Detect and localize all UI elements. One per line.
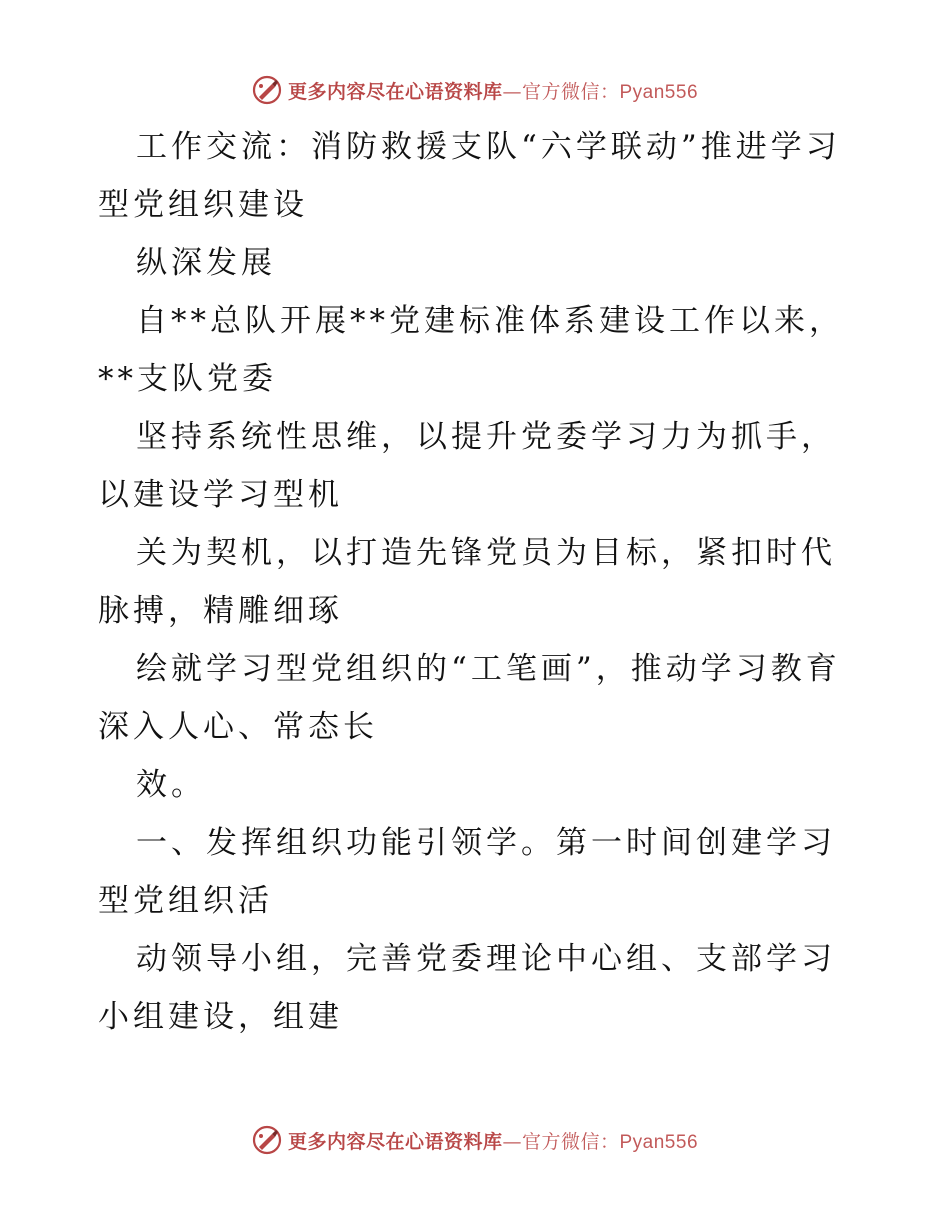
watermark-text: 更多内容尽在心语资料库—官方微信：Pyan556 bbox=[287, 1130, 699, 1153]
paragraph: 绘就学习型党组织的“工笔画”，推动学习教育深入人心、常态长 bbox=[98, 651, 841, 745]
paragraph: 效。 bbox=[136, 767, 206, 803]
paragraph: 一、发挥组织功能引领学。第一时间创建学习型党组织活 bbox=[98, 825, 836, 919]
paragraph: 自**总队开展**党建标准体系建设工作以来，**支队党委 bbox=[98, 303, 844, 397]
pen-logo-icon bbox=[252, 75, 282, 105]
paragraph: 纵深发展 bbox=[136, 245, 276, 281]
paragraph: 坚持系统性思维，以提升党委学习力为抓手，以建设学习型机 bbox=[98, 419, 836, 513]
paragraph: 工作交流：消防救援支队“六学联动”推进学习型党组织建设 bbox=[98, 129, 841, 223]
watermark-text: 更多内容尽在心语资料库—官方微信：Pyan556 bbox=[287, 80, 699, 103]
paragraph: 关为契机，以打造先锋党员为目标，紧扣时代脉搏，精雕细琢 bbox=[98, 535, 836, 629]
header-watermark bbox=[0, 73, 950, 107]
document-body bbox=[98, 118, 858, 1046]
paragraph: 动领导小组，完善党委理论中心组、支部学习小组建设，组建 bbox=[98, 941, 836, 1035]
pen-logo-icon bbox=[252, 1125, 282, 1155]
footer-watermark bbox=[0, 1123, 950, 1157]
